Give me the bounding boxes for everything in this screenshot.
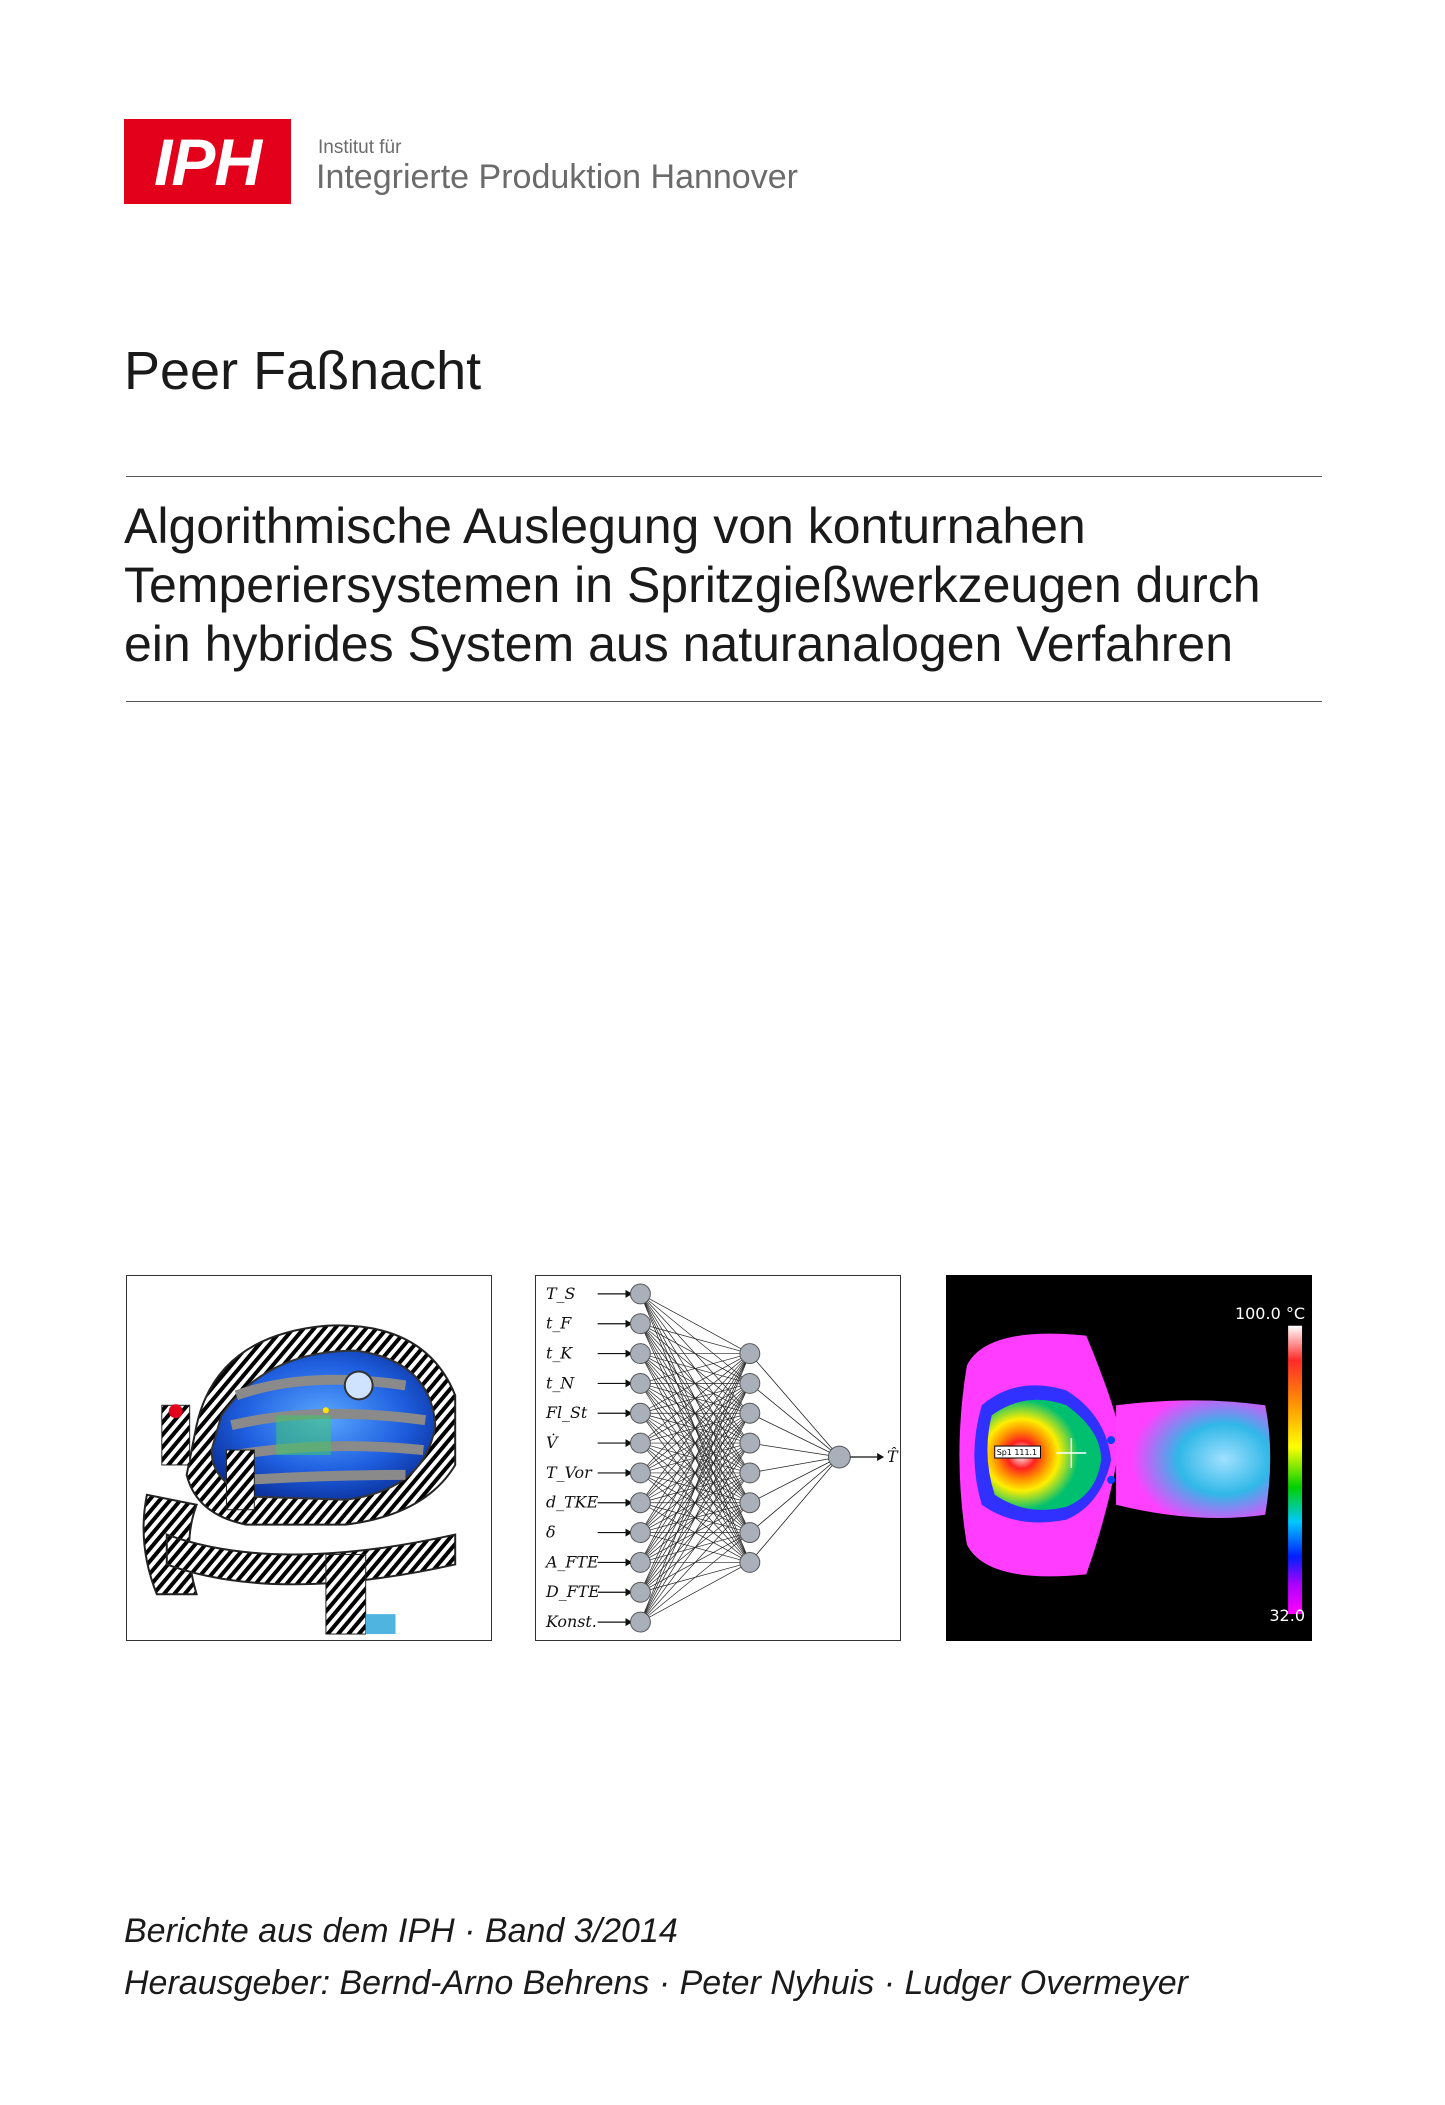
nn-input-label: t_N bbox=[545, 1373, 575, 1393]
nn-arrowhead bbox=[877, 1453, 884, 1461]
title-line-2: Temperiersystemen in Spritzgießwerkzeugen durch bbox=[124, 557, 1261, 613]
nn-input-node bbox=[630, 1523, 650, 1543]
nn-input-node bbox=[630, 1344, 650, 1364]
thermal-image-figure bbox=[946, 1275, 1312, 1641]
nn-input-label: t_F bbox=[545, 1313, 572, 1333]
book-title bbox=[124, 497, 1354, 674]
nn-input-label: d_TKE bbox=[545, 1492, 599, 1512]
nn-connection bbox=[750, 1457, 840, 1562]
nn-input-node bbox=[630, 1612, 650, 1632]
nn-input-label: V̇ bbox=[545, 1433, 558, 1453]
editors-info: Herausgeber: Bernd-Arno Behrens · Peter Nyhuis · Ludger Overmeyer bbox=[124, 1964, 1188, 2002]
nn-hidden-node bbox=[740, 1523, 760, 1543]
institute-name: Integrierte Produktion Hannover bbox=[316, 158, 798, 196]
nn-connection bbox=[640, 1354, 749, 1623]
title-line-3: ein hybrides System aus naturanalogen Verfahren bbox=[124, 616, 1234, 672]
nn-input-label: T_Vor bbox=[545, 1462, 592, 1482]
nn-input-label: t_K bbox=[545, 1343, 573, 1363]
nn-hidden-node bbox=[740, 1433, 760, 1453]
neural-network-diagram bbox=[536, 1276, 900, 1640]
nn-input-label: D_FTE bbox=[545, 1582, 600, 1602]
author-name: Peer Faßnacht bbox=[124, 341, 482, 401]
nn-hidden-node bbox=[740, 1373, 760, 1393]
spot-label: Sp1 111.1 bbox=[996, 1448, 1038, 1458]
series-info: Berichte aus dem IPH · Band 3/2014 bbox=[124, 1912, 678, 1950]
nn-connection bbox=[750, 1457, 840, 1503]
title-rule-bottom bbox=[126, 701, 1322, 702]
nn-input-label: Fl_St bbox=[545, 1403, 588, 1423]
nn-hidden-node bbox=[740, 1493, 760, 1513]
nn-connection bbox=[750, 1457, 840, 1533]
nn-input-label: A_FTE bbox=[545, 1552, 599, 1572]
nn-input-node bbox=[630, 1463, 650, 1483]
cooling-channel-figure bbox=[126, 1275, 492, 1641]
nn-connection bbox=[750, 1354, 840, 1457]
nn-hidden-node bbox=[740, 1403, 760, 1423]
nn-connection bbox=[640, 1473, 749, 1622]
nn-input-label: Konst. bbox=[545, 1612, 597, 1632]
cooling-channel-illustration bbox=[127, 1276, 491, 1640]
nn-hidden-node bbox=[740, 1463, 760, 1483]
nn-output-node bbox=[828, 1446, 850, 1468]
institute-prefix: Institut für bbox=[318, 137, 402, 158]
thermal-scale-min: 32.0 bbox=[1269, 1606, 1305, 1625]
thermal-scale-max: 100.0 °C bbox=[1234, 1304, 1305, 1323]
nn-input-node bbox=[630, 1582, 650, 1602]
nn-connection bbox=[640, 1533, 749, 1623]
nn-input-label: T_S bbox=[545, 1283, 576, 1303]
title-line-1: Algorithmische Auslegung von konturnahen bbox=[124, 498, 1086, 554]
nn-connection bbox=[640, 1562, 749, 1622]
nn-output-label: T̂ bbox=[887, 1446, 898, 1466]
thermal-image bbox=[947, 1276, 1311, 1640]
nn-input-node bbox=[630, 1433, 650, 1453]
nn-hidden-node bbox=[740, 1344, 760, 1364]
nn-input-node bbox=[630, 1314, 650, 1334]
nn-input-node bbox=[630, 1552, 650, 1572]
nn-input-node bbox=[630, 1403, 650, 1423]
nn-input-node bbox=[630, 1373, 650, 1393]
nn-input-node bbox=[630, 1284, 650, 1304]
nn-input-label: δ bbox=[545, 1522, 556, 1542]
nn-connection bbox=[640, 1324, 749, 1354]
nn-connection bbox=[640, 1413, 749, 1622]
nn-connection bbox=[640, 1294, 749, 1354]
iph-logo: IPH bbox=[124, 119, 291, 204]
nn-input-node bbox=[630, 1493, 650, 1513]
nn-connection bbox=[750, 1457, 840, 1473]
title-rule-top bbox=[126, 476, 1322, 477]
nn-hidden-node bbox=[740, 1552, 760, 1572]
neural-network-figure bbox=[535, 1275, 901, 1641]
